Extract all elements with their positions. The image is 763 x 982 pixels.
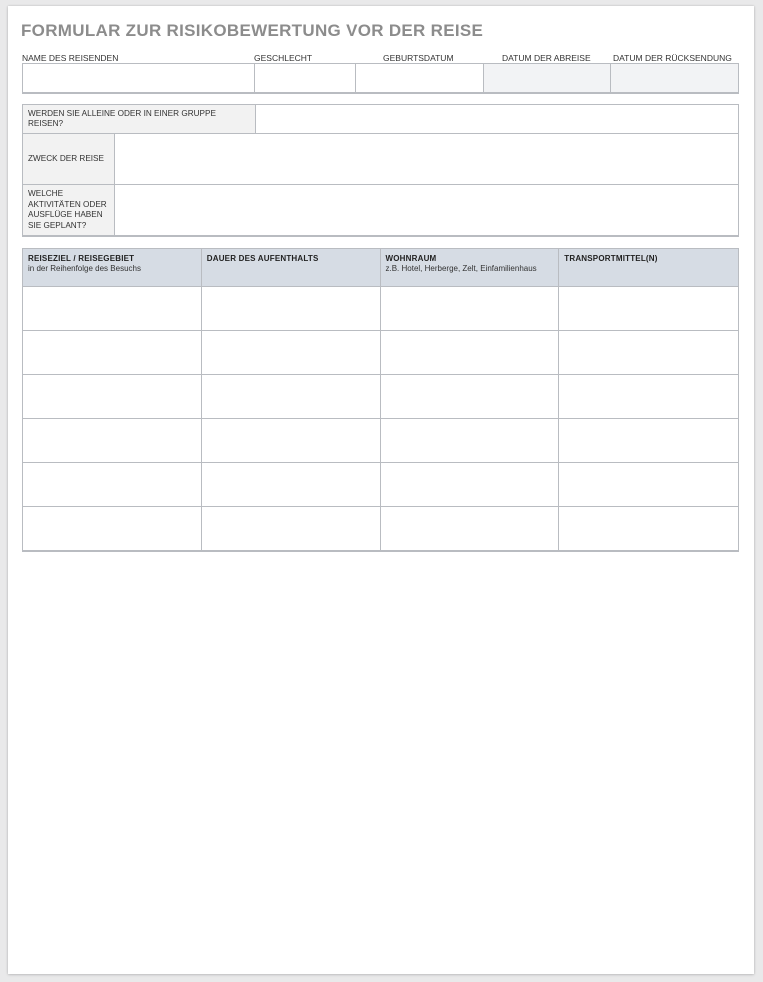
itinerary-body — [23, 287, 738, 550]
birthdate-field[interactable] — [356, 64, 484, 92]
itinerary-cell-duration[interactable] — [202, 507, 381, 550]
itinerary-cell-accommodation[interactable] — [381, 419, 560, 462]
table-row — [23, 331, 738, 375]
itinerary-cell-accommodation[interactable] — [381, 507, 560, 550]
itinerary-table — [22, 248, 739, 552]
itinerary-cell-destination[interactable] — [23, 375, 202, 418]
column-subtitle: in der Reihenfolge des Besuchs — [28, 264, 141, 273]
trip-questions-table — [22, 104, 739, 237]
table-row — [23, 375, 738, 419]
itinerary-header-duration — [202, 249, 381, 286]
question-row — [23, 134, 738, 185]
table-row — [23, 287, 738, 331]
trip-purpose-question: ZWECK DER REISE — [23, 134, 115, 184]
itinerary-cell-accommodation[interactable] — [381, 331, 560, 374]
itinerary-cell-duration[interactable] — [202, 463, 381, 506]
itinerary-cell-duration[interactable] — [202, 331, 381, 374]
itinerary-cell-accommodation[interactable] — [381, 287, 560, 330]
gender-label: GESCHLECHT — [254, 53, 313, 63]
itinerary-cell-duration[interactable] — [202, 419, 381, 462]
itinerary-cell-accommodation[interactable] — [381, 463, 560, 506]
itinerary-header-destination — [23, 249, 202, 286]
itinerary-cell-accommodation[interactable] — [381, 375, 560, 418]
question-row — [23, 185, 738, 235]
itinerary-cell-transport[interactable] — [559, 507, 738, 550]
table-row — [23, 463, 738, 507]
return-date-label: DATUM DER RÜCKSENDUNG — [613, 53, 732, 63]
itinerary-cell-transport[interactable] — [559, 419, 738, 462]
itinerary-cell-destination[interactable] — [23, 419, 202, 462]
column-subtitle: z.B. Hotel, Herberge, Zelt, Einfamilienhaus — [385, 264, 537, 273]
itinerary-cell-transport[interactable] — [559, 375, 738, 418]
return-date-field[interactable] — [611, 64, 738, 92]
birthdate-label: GEBURTSDATUM — [383, 53, 454, 63]
table-row — [23, 507, 738, 550]
itinerary-header-row — [23, 249, 738, 287]
planned-activities-answer-field[interactable] — [115, 185, 738, 235]
gender-field[interactable] — [255, 64, 356, 92]
itinerary-cell-destination[interactable] — [23, 287, 202, 330]
departure-date-field[interactable] — [484, 64, 611, 92]
traveler-info-table — [22, 63, 739, 94]
itinerary-cell-destination[interactable] — [23, 331, 202, 374]
itinerary-cell-duration[interactable] — [202, 375, 381, 418]
planned-activities-question: WELCHE AKTIVITÄTEN ODER AUSFLÜGE HABEN SIE GEPLANT? — [23, 185, 115, 235]
itinerary-cell-duration[interactable] — [202, 287, 381, 330]
column-title: WOHNRAUM — [385, 254, 437, 263]
group-travel-question: WERDEN SIE ALLEINE ODER IN EINER GRUPPE REISEN? — [23, 105, 256, 133]
form-title: FORMULAR ZUR RISIKOBEWERTUNG VOR DER REISE — [21, 21, 484, 40]
departure-date-label: DATUM DER ABREISE — [502, 53, 591, 63]
traveler-name-label: NAME DES REISENDEN — [22, 53, 119, 63]
trip-purpose-answer-field[interactable] — [115, 134, 738, 184]
group-travel-answer-field[interactable] — [256, 105, 738, 133]
table-row — [23, 419, 738, 463]
column-title: REISEZIEL / REISEGEBIET — [28, 254, 135, 263]
itinerary-cell-destination[interactable] — [23, 463, 202, 506]
document-page — [8, 6, 754, 974]
traveler-name-field[interactable] — [23, 64, 255, 92]
itinerary-header-accommodation — [381, 249, 560, 286]
column-title: DAUER DES AUFENTHALTS — [206, 254, 319, 263]
itinerary-cell-destination[interactable] — [23, 507, 202, 550]
question-row — [23, 105, 738, 134]
itinerary-cell-transport[interactable] — [559, 463, 738, 506]
itinerary-cell-transport[interactable] — [559, 287, 738, 330]
itinerary-cell-transport[interactable] — [559, 331, 738, 374]
column-title: TRANSPORTMITTEL(N) — [564, 254, 658, 263]
itinerary-header-transport — [559, 249, 738, 286]
